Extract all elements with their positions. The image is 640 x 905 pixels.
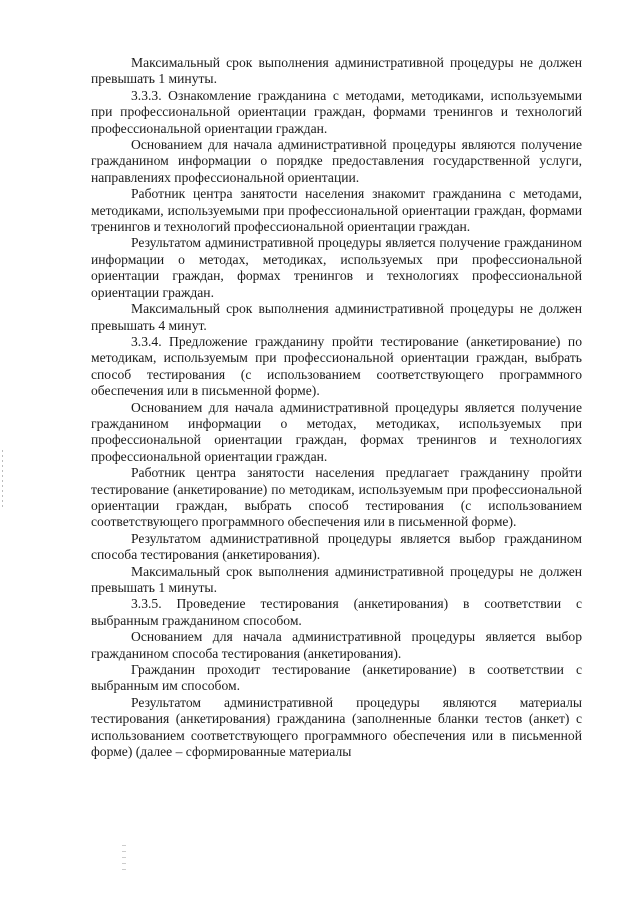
paragraph: Работник центра занятости населения предлагает гражданину пройти тестирование (анкетирование) по методикам, используемым при профессиональной ориентации граждан, выбрать способ тестирования (с использованием соответствующего программного обеспечения или в письменной форме).: [91, 465, 582, 530]
section-heading-3-3-3: 3.3.3. Ознакомление гражданина с методами, методиками, используемыми при профессиональной ориентации граждан, формами тренингов и технологий профессиональной ориентации граждан.: [91, 87, 582, 136]
paragraph: Результатом административной процедуры является получение гражданином информации о методах, методиках, используемых при профессиональной ориентации граждан, формах тренингов и технологиях профессиональной ориентации граждан.: [91, 235, 582, 300]
paragraph: Работник центра занятости населения знакомит гражданина с методами, методиками, используемыми при профессиональной ориентации граждан, формами тренингов и технологий профессиональной ориентации граждан.: [91, 186, 582, 235]
paragraph: Максимальный срок выполнения административной процедуры не должен превышать 1 минуты.: [91, 563, 582, 595]
paragraph: Основанием для начала административной процедуры является получение гражданином информации о методах, методиках, используемых при профессиональной ориентации граждан, формах тренингов и технологиях профессиональной ориентации граждан.: [91, 399, 582, 464]
paragraph: Гражданин проходит тестирование (анкетирование) в соответствии с выбранным им способом.: [91, 662, 582, 694]
document-page: [91, 55, 582, 760]
paragraph: Максимальный срок выполнения административной процедуры не должен превышать 4 минут.: [91, 301, 582, 333]
scan-artifact: [2, 450, 3, 510]
paragraph: Основанием для начала административной процедуры является выбор гражданином способа тестирования (анкетирования).: [91, 629, 582, 661]
paragraph: Основанием для начала административной процедуры являются получение гражданином информации о порядке предоставления государственной услуги, направлениях профессиональной ориентации.: [91, 137, 582, 185]
scan-artifact: [122, 845, 126, 875]
section-heading-3-3-5: 3.3.5. Проведение тестирования (анкетирования) в соответствии с выбранным гражданином способом.: [91, 596, 582, 628]
paragraph: Результатом административной процедуры является выбор гражданином способа тестирования (анкетирования).: [91, 530, 582, 563]
paragraph: Результатом административной процедуры являются материалы тестирования (анкетирования) гражданина (заполненные бланки тестов (анкет) с использованием соответствующего программного обеспечения или в письменной форме) (далее – сформированные материалы: [91, 694, 582, 760]
paragraph: Максимальный срок выполнения административной процедуры не должен превышать 1 минуты.: [91, 55, 582, 87]
section-heading-3-3-4: 3.3.4. Предложение гражданину пройти тестирование (анкетирование) по методикам, используемым при профессиональной ориентации граждан, выбрать способ тестирования (с использованием соответствующего программного обеспечения или в письменной форме).: [91, 333, 582, 399]
